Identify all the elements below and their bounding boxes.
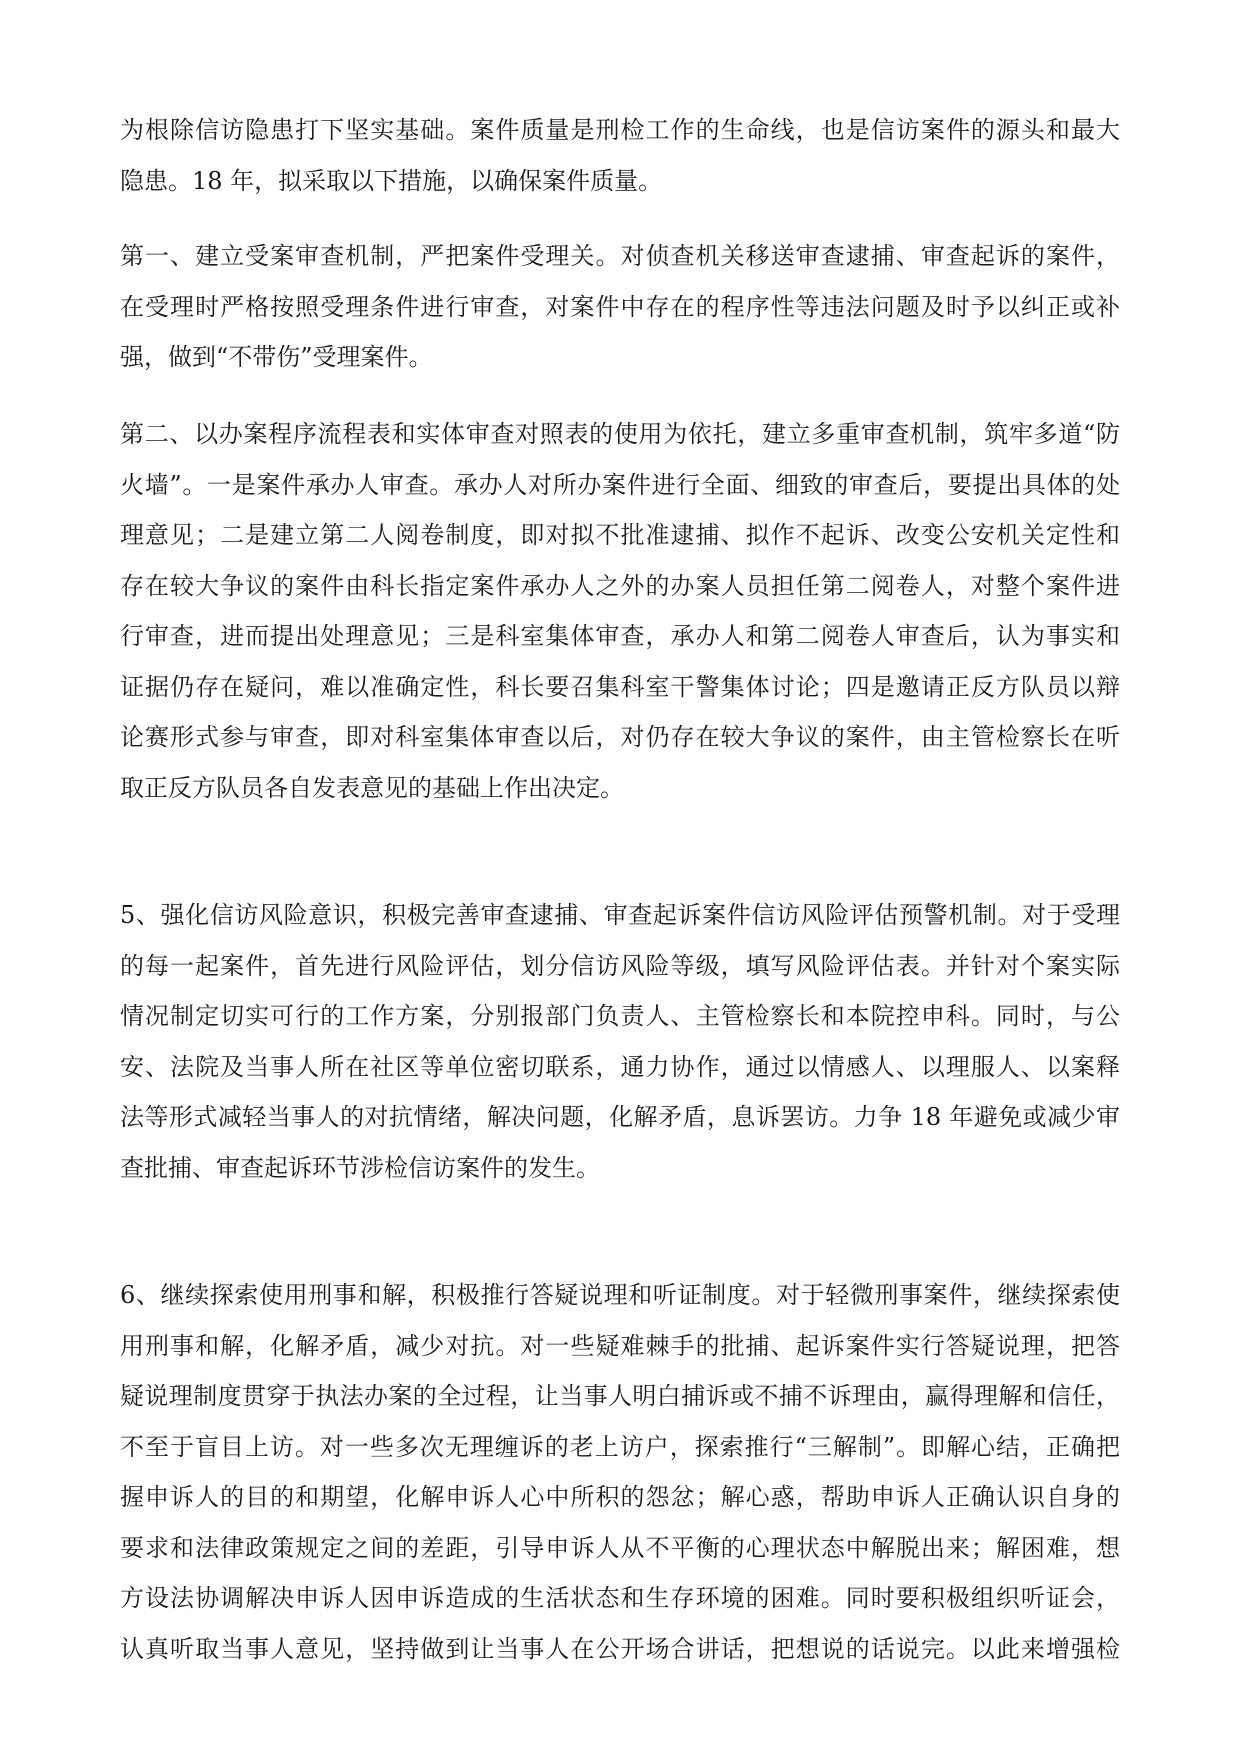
paragraph-line: 第二、以办案程序流程表和实体审查对照表的使用为依托，建立多重审查机制，筑牢多道“防 bbox=[120, 420, 1120, 448]
paragraph-line: 5、强化信访风险意识，积极完善审查逮捕、审查起诉案件信访风险评估预警机制。对于受理 bbox=[120, 901, 1120, 929]
paragraph-line: 证据仍存在疑问，难以准确定性，科长要召集科室干警集体讨论；四是邀请正反方队员以辩 bbox=[120, 672, 1120, 701]
paragraph-line: 不至于盲目上访。对一些多次无理缠诉的老上访户，探索推行“三解制”。即解心结，正确把 bbox=[120, 1432, 1120, 1461]
paragraph-line: 第一、建立受案审查机制，严把案件受理关。对侦查机关移送审查逮捕、审查起诉的案件， bbox=[120, 242, 1120, 270]
paragraph-line: 火墙”。一是案件承办人审查。承办人对所办案件进行全面、细致的审查后，要提出具体的处 bbox=[120, 470, 1120, 499]
paragraph-line: 握申诉人的目的和期望，化解申诉人心中所积的怨忿；解心惑，帮助申诉人正确认识自身的 bbox=[120, 1483, 1120, 1511]
paragraph-line: 法等形式减轻当事人的对抗情绪，解决问题，化解矛盾，息诉罢访。力争 18 年避免或减少审 bbox=[120, 1103, 1120, 1131]
paragraph-line: 论赛形式参与审查，即对科室集体审查以后，对仍存在较大争议的案件，由主管检察长在听 bbox=[120, 723, 1120, 751]
paragraph-line: 疑说理制度贯穿于执法办案的全过程，让当事人明白捕诉或不捕不诉理由，赢得理解和信任， bbox=[120, 1382, 1120, 1410]
paragraph-line: 方设法协调解决申诉人因申诉造成的生活状态和生存环境的困难。同时要积极组织听证会， bbox=[120, 1584, 1120, 1612]
paragraph-1 bbox=[120, 231, 1120, 383]
paragraph-line: 6、继续探索使用刑事和解，积极推行答疑说理和听证制度。对于轻微刑事案件，继续探索使 bbox=[120, 1281, 1120, 1309]
paragraph-line: 用刑事和解，化解矛盾，减少对抗。对一些疑难棘手的批捕、起诉案件实行答疑说理，把答 bbox=[120, 1331, 1120, 1360]
paragraph-line: 要求和法律政策规定之间的差距，引导申诉人从不平衡的心理状态中解脱出来；解困难，想 bbox=[120, 1533, 1120, 1562]
paragraph-line: 安、法院及当事人所在社区等单位密切联系，通力协作，通过以情感人、以理服人、以案释 bbox=[120, 1052, 1120, 1081]
paragraph-line: 行审查，进而提出处理意见；三是科室集体审查，承办人和第二阅卷人审查后，认为事实和 bbox=[120, 622, 1120, 650]
paragraph-line: 的每一起案件，首先进行风险评估，划分信访风险等级，填写风险评估表。并针对个案实际 bbox=[120, 951, 1120, 980]
paragraph-2 bbox=[120, 409, 1120, 813]
paragraph-3 bbox=[120, 890, 1120, 1193]
paragraph-line: 强，做到“不带伤”受理案件。 bbox=[120, 343, 433, 371]
paragraph-4 bbox=[120, 1270, 1120, 1674]
paragraph-line: 查批捕、审查起诉环节涉检信访案件的发生。 bbox=[120, 1153, 600, 1182]
paragraph-line: 情况制定切实可行的工作方案，分别报部门负责人、主管检察长和本院控申科。同时，与公 bbox=[120, 1002, 1120, 1030]
paragraph-line: 取正反方队员各自发表意见的基础上作出决定。 bbox=[120, 773, 624, 802]
paragraph-line: 为根除信访隐患打下坚实基础。案件质量是刑检工作的生命线，也是信访案件的源头和最大 bbox=[120, 116, 1120, 144]
paragraph-line: 在受理时严格按照受理条件进行审查，对案件中存在的程序性等违法问题及时予以纠正或补 bbox=[120, 292, 1120, 321]
paragraph-0 bbox=[120, 105, 1120, 206]
paragraph-line: 隐患。18 年，拟采取以下措施，以确保案件质量。 bbox=[120, 166, 663, 195]
paragraph-line: 认真听取当事人意见，坚持做到让当事人在公开场合讲话，把想说的话说完。以此来增强检 bbox=[120, 1634, 1120, 1663]
paragraph-line: 理意见；二是建立第二人阅卷制度，即对拟不批准逮捕、拟作不起诉、改变公安机关定性和 bbox=[120, 521, 1120, 549]
paragraph-line: 存在较大争议的案件由科长指定案件承办人之外的办案人员担任第二阅卷人，对整个案件进 bbox=[120, 571, 1120, 600]
